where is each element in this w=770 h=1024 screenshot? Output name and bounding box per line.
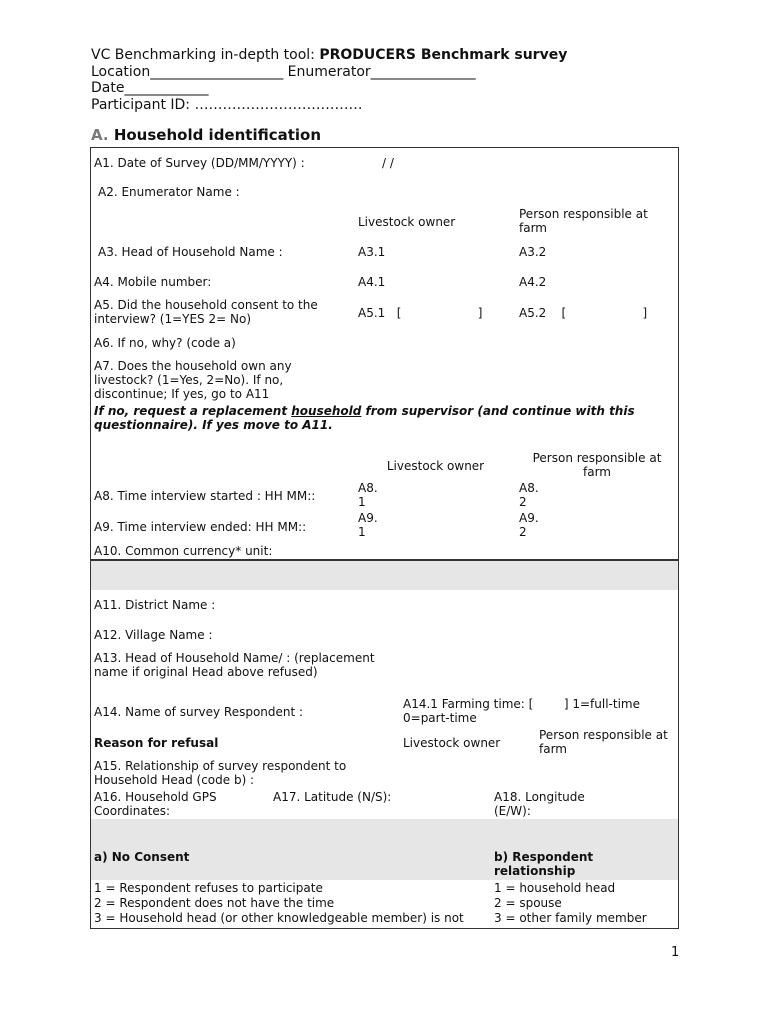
a4-label: A4. Mobile number: (90, 267, 356, 298)
a9-1-field[interactable] (386, 511, 517, 543)
a9-2-code: A9. 2 (516, 511, 551, 543)
a13-label: A13. Head of Household Name/ : (replacement name if original Head above refused) (90, 650, 401, 697)
a12-label: A12. Village Name : (90, 620, 324, 651)
location-enumerator-line: Location___________________ Enumerator_______________ (91, 64, 476, 80)
list-item: 2 = Respondent does not have the time (94, 896, 335, 910)
cols2-person-responsible: Person responsible at farm (516, 450, 679, 482)
a3-label: A3. Head of Household Name : (90, 237, 356, 268)
a1-label: A1. Date of Survey (DD/MM/YYYY) : (90, 147, 356, 178)
code-a-list (90, 880, 492, 929)
a9-2-field[interactable] (550, 511, 679, 543)
a15-label: A15. Relationship of survey respondent to Household Head (code b) : (90, 758, 401, 790)
a13-field[interactable] (400, 650, 679, 697)
a9-label: A9. Time interview ended: HH MM:: (90, 511, 356, 543)
cols2-livestock-owner: Livestock owner (355, 450, 517, 482)
participant-id-line: Participant ID: ……………………………… (91, 97, 363, 113)
a1-date-field[interactable]: / / (355, 147, 679, 178)
a8-2-code: A8. 2 (516, 481, 551, 512)
a18-longitude-field[interactable] (593, 789, 679, 820)
reason-for-refusal-label: Reason for refusal (90, 727, 401, 759)
a8-1-field[interactable] (386, 481, 517, 512)
list-item: 1 = Respondent refuses to participate (94, 881, 323, 895)
a15-field[interactable] (400, 758, 679, 790)
a6-field[interactable] (355, 328, 679, 359)
list-item: 1 = household head (494, 881, 616, 895)
a5-1-field[interactable]: A5.1 [ ] (355, 297, 517, 329)
date-line: Date____________ (91, 80, 209, 96)
replacement-note: If no, request a replacement household from supervisor (and continue with this questionnaire). If yes move to A11. (90, 403, 679, 451)
a3-2-field[interactable]: A3.2 (516, 237, 679, 268)
cols1-livestock-owner: Livestock owner (355, 207, 517, 238)
a8-2-field[interactable] (550, 481, 679, 512)
list-item: 3 = other family member (494, 911, 647, 925)
a4-2-field[interactable]: A4.2 (516, 267, 679, 298)
section-title: A. Household identification (91, 126, 322, 144)
cols2-empty-cell (90, 450, 356, 482)
a2-label: A2. Enumerator Name : (90, 177, 356, 208)
a11-label: A11. District Name : (90, 590, 324, 621)
a7-label: A7. Does the household own any livestock? (1=Yes, 2=No). If no, discontinue; If yes, go to A11 (90, 358, 356, 404)
a5-2-field[interactable]: A5.2 [ ] (516, 297, 679, 329)
code-b-list (491, 880, 679, 929)
a18-longitude-label: A18. Longitude (E/W): (491, 789, 594, 820)
refusal-livestock-owner: Livestock owner (400, 727, 537, 759)
a14-label: A14. Name of survey Respondent : (90, 696, 401, 728)
grey-separator-2 (90, 819, 679, 850)
code-b-title: b) Respondent relationship (491, 849, 679, 881)
a16-label: A16. Household GPS Coordinates: (90, 789, 271, 820)
a9-1-code: A9. 1 (355, 511, 387, 543)
a8-label: A8. Time interview started : HH MM:: (90, 481, 356, 512)
a4-1-field[interactable]: A4.1 (355, 267, 517, 298)
a5-label: A5. Did the household consent to the interview? (1=YES 2= No) (90, 297, 356, 329)
a17-latitude-field[interactable] (400, 789, 492, 820)
a8-1-code: A8. 1 (355, 481, 387, 512)
a11-district-field[interactable] (323, 590, 679, 621)
refusal-person-responsible: Person responsible at farm (536, 727, 679, 759)
survey-title: VC Benchmarking in-depth tool: PRODUCERS Benchmark survey (91, 47, 568, 63)
page-number: 1 (671, 945, 680, 960)
cols1-empty-cell (90, 207, 356, 238)
cols1-person-responsible: Person responsible at farm (516, 207, 679, 238)
a6-label: A6. If no, why? (code a) (90, 328, 356, 359)
a12-village-field[interactable] (323, 620, 679, 651)
a2-enumerator-field[interactable] (355, 177, 679, 208)
a10-field[interactable] (355, 542, 679, 560)
list-item: 2 = spouse (494, 896, 562, 910)
a3-1-field[interactable]: A3.1 (355, 237, 517, 268)
a10-label: A10. Common currency* unit: (90, 542, 356, 560)
list-item: 3 = Household head (or other knowledgeable member) is not (94, 911, 464, 925)
a7-field[interactable] (355, 358, 679, 404)
a17-latitude-label: A17. Latitude (N/S): (270, 789, 401, 820)
grey-separator (90, 560, 679, 591)
code-a-title: a) No Consent (90, 849, 492, 881)
a14-1-farming-time-field[interactable]: A14.1 Farming time: [ ] 1=full-time 0=part-time (400, 696, 679, 728)
